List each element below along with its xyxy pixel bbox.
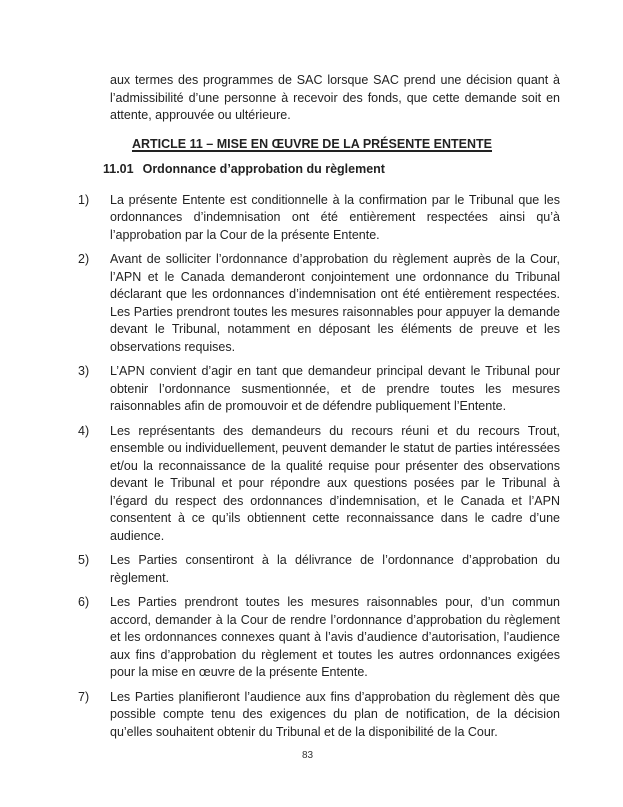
clause-marker: 4) xyxy=(78,423,90,438)
clause-3 xyxy=(78,363,560,416)
clause-1 xyxy=(78,192,560,245)
section-heading xyxy=(103,161,560,179)
clause-7 xyxy=(78,689,560,742)
article-heading: ARTICLE 11 – MISE EN ŒUVRE DE LA PRÉSENTE ENTENTE xyxy=(131,136,493,151)
clause-marker: 7) xyxy=(78,689,90,704)
clause-6 xyxy=(78,594,560,682)
clause-marker: 1) xyxy=(78,192,90,207)
clause-text: La présente Entente est conditionnelle à la confirmation par le Tribunal que les ordonnances d’indemnisation ont été entièrement respectées ainsi qu’à l’approbation par la Cour de la présente Entente. xyxy=(110,192,560,242)
clause-text: Les Parties planifieront l’audience aux fins d’approbation du règlement dès que possible compte tenu des exigences du plan de notification, de la décision qu’elles souhaitent obtenir du Tribunal et de la disponibilité de la Cour. xyxy=(110,689,560,739)
clause-text: Les Parties prendront toutes les mesures raisonnables pour, d’un commun accord, demander à la Cour de rendre l’ordonnance d’approbation du règlement et les ordonnances connexes quant à l’avis d’audience d’autorisation, l’audience aux fins d’approbation du règlement et toutes les autres ordonnances exigées pour la mise en œuvre de la présente Entente. xyxy=(110,595,560,679)
clause-marker: 3) xyxy=(78,364,90,378)
clause-text: L’APN convient d’agir en tant que demandeur principal devant le Tribunal pour obtenir l’ordonnance susmentionnée, et de prendre toutes les mesures raisonnables afin de promouvoir et de défendre publiquement l’Entente. xyxy=(110,364,560,413)
clause-marker: 2) xyxy=(78,252,90,266)
section-number: 11.01 xyxy=(103,162,134,176)
section-title: Ordonnance d’approbation du règlement xyxy=(142,162,385,176)
page-number: 83 xyxy=(301,750,314,761)
clause-4 xyxy=(78,423,560,546)
clause-marker: 6) xyxy=(78,595,90,609)
intro-paragraph: aux termes des programmes de SAC lorsque SAC prend une décision quant à l’admissibilité d’une personne à recevoir des fonds, que cette demande soit en attente, approuvée ou ultérieure. xyxy=(110,73,560,122)
clause-marker: 5) xyxy=(78,553,90,567)
clause-2 xyxy=(78,251,560,356)
clause-text: Les représentants des demandeurs du recours réuni et du recours Trout, ensemble ou individuellement, peuvent demander le statut de parties intéressées et/ou la reconnaissance de la qualité requise pour présenter des observations devant le Tribunal et pour répondre aux questions posées par le Tribunal à l’égard du respect des ordonnances d’indemnisation, et le Canada et l’APN consentent à ce qu’ils obtiennent cette reconnaissance dans le cadre d’une audience. xyxy=(110,423,560,543)
clause-text: Avant de solliciter l’ordonnance d’approbation du règlement auprès de la Cour, l’APN et le Canada demanderont conjointement une ordonnance du Tribunal déclarant que les ordonnances d’indemnisation ont été entièrement respectées. Les Parties prendront toutes les mesures raisonnables pour appuyer la demande devant le Tribunal, notamment en déposant les éléments de preuve et les observations requises. xyxy=(110,252,560,354)
clause-text: Les Parties consentiront à la délivrance de l’ordonnance d’approbation du règlement. xyxy=(110,553,560,585)
clause-5 xyxy=(78,552,560,587)
page-content xyxy=(78,72,560,748)
